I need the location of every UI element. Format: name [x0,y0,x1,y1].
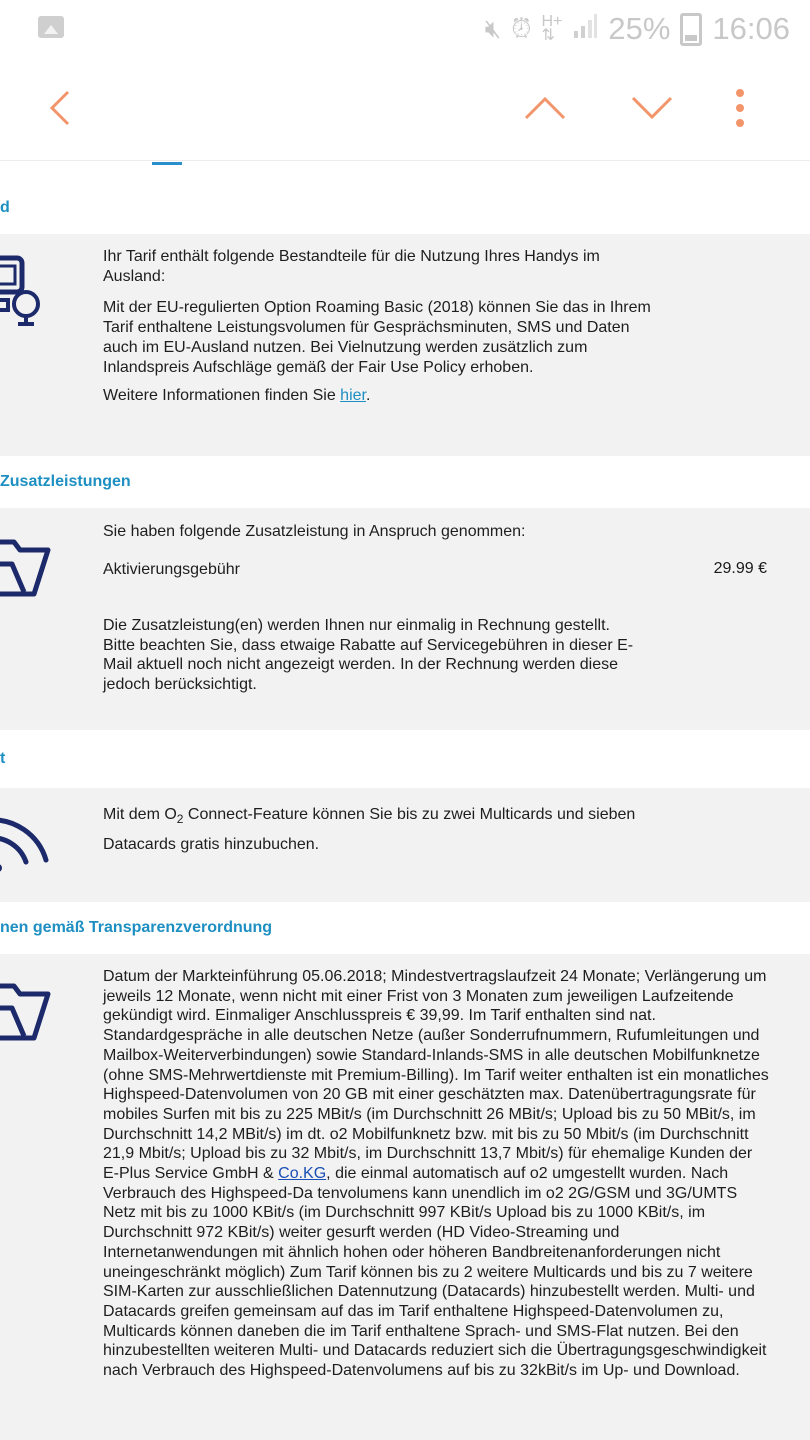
transparency-text-b: , die einmal automatisch auf o2 umgestellt wurden. Nach Verbrauch des Highspeed-Da tenvolumens kann unendlich im o2 2G/GSM und 3G/UMTS Netz mit bis zu 1000 KBit/s (im Durchschnitt 997 KBit/s Upload bis zu 1000 KBit/s, im Durchschnitt 972 KBit/s) weiter gesurft werden (HD Video-Streaming und Internetanwendungen mit ähnlich hohen oder höheren Bandbreitenanforderungen nicht uneingeschränkt möglich) Zum Tarif können bis zu 2 weitere Multicards und bis zu 7 weitere SIM-Karten zur ausschließlichen Datennutzung (Datacards) hinzubestellt werden. Multi- und Datacards greifen gemeinsam auf das im Tarif enthaltene Highspeed-Datenvolumen zu, Multicards können daneben die im Tarif enthaltene Sprach- und SMS-Flat nutzen. Bei den hinzubestellten weiteren Multi- und Datacards reduziert sich die Übertragungsgeschwindigkeit nach Verbrauch des Highspeed-Datenvolumens auf bis zu 32kBit/s im Up- und Download. [103,1165,767,1380]
transparency-text [103,967,769,1381]
battery-icon [680,13,702,46]
connect-section-title: t [0,750,6,767]
roaming-icon [0,252,50,332]
extras-item-label: Aktivierungsgebühr [103,561,240,578]
signal-icon [572,11,598,47]
transparency-panel [0,954,810,1440]
alarm-icon: ⏰︎ [511,13,532,43]
extras-note-1: Die Zusatzleistung(en) werden Ihnen nur einmalig in Rechnung gestellt. [103,617,610,634]
battery-percent: 25% [608,11,671,46]
image-icon [38,16,64,38]
more-icon [733,88,747,128]
tab-indicator [152,162,182,165]
previous-match-icon [523,93,567,123]
roaming-body: Mit der EU-regulierten Option Roaming Basic (2018) können Sie das in Ihrem Tarif enthaltene Leistungsvolumen für Gesprächsminuten, SMS und Daten auch im EU-Ausland nutzen. Bei Vielnutzung werden zusätzlich zum Inlandspreis Aufschläge gemäß der Fair Use Policy erhoben. [103,299,651,376]
transparency-section-title: nen gemäß Transparenzverordnung [0,919,273,936]
connect-text-a: Mit dem O [103,806,177,823]
connect-text-b: Connect-Feature können Sie bis zu zwei Multicards und sieben Datacards gratis hinzubuchen. [103,806,636,854]
clock: 16:06 [712,11,790,46]
extras-panel [0,508,810,730]
roaming-section-title: d [0,199,10,216]
next-match-icon [630,93,674,123]
transparency-icon [0,966,54,1042]
roaming-panel [0,234,810,456]
next-match-button[interactable] [622,78,682,138]
connect-section-header [0,730,810,788]
more-button[interactable] [710,78,770,138]
extras-item-price: 29.99 € [713,560,767,577]
status-bar [0,0,810,58]
roaming-intro: Ihr Tarif enthält folgende Bestandteile für die Nutzung Ihres Handys im Ausland: [103,248,600,285]
back-button[interactable] [30,78,90,138]
connect-icon [0,802,54,882]
connect-text-sub: 2 [176,812,184,827]
roaming-more [103,386,663,406]
roaming-text [103,247,663,406]
transparency-link[interactable]: Co.KG [278,1165,327,1183]
back-icon [40,88,80,128]
extras-icon [0,522,54,598]
connect-text [103,802,703,857]
roaming-section-header [0,182,810,234]
extras-note-2: Bitte beachten Sie, dass etwaige Rabatte auf Servicegebühren in dieser E-Mail aktuell noch nicht angezeigt werden. In der Rechnung werden diese jedoch berücksichtigt. [103,636,634,694]
extras-section-header [0,456,810,508]
roaming-more-suffix: . [365,387,371,405]
extras-notes [103,616,651,695]
connect-panel [0,788,810,902]
data-icon: H+ ⇅ [541,13,563,44]
transparency-text-a: Datum der Markteinführung 05.06.2018; Mindestvertragslaufzeit 24 Monate; Verlängerung um jeweils 12 Monate, wenn nicht mit einer Frist von 3 Monaten zum jeweiligen Laufzeitende gekündigt wird. Einmaliger Anschlusspreis € 39,99. Im Tarif enthalten sind nat. Standardgespräche in alle deutschen Netze (außer Sonderrufnummern, Rufumleitungen und Mailbox-Weiterverbindungen) sowie Standard-Inlands-SMS in alle deutschen Mobilfunknetze (ohne SMS-Mehrwertdienste mit Premium-Billing). Im Tarif weiter enthalten ist ein monatliches Highspeed-Datenvolumen von 20 GB mit einer geschätzten max. Datenübertragungsrate für mobiles Surfen mit bis zu 225 MBit/s (im Durchschnitt 26 MBit/s; Upload bis zu 50 MBit/s, im Durchschnitt 14,2 MBit/s) im dt. o2 Mobilfunknetz bzw. mit bis zu 50 Mbit/s (im Durchschnitt 21,9 Mbit/s; Upload bis zu 32 Mbit/s, im Durchschnitt 13,7 Mbit/s) für ehemalige Kunden der E-Plus Service GmbH & [103,968,769,1183]
previous-match-button[interactable] [515,78,575,138]
mute-icon: 🔇︎ [484,13,502,43]
extras-intro: Sie haben folgende Zusatzleistung in Anspruch genommen: [103,523,526,540]
transparency-section-header [0,902,810,954]
status-icons [485,10,790,48]
roaming-more-link[interactable]: hier [340,387,366,405]
roaming-more-prefix: Weitere Informationen finden Sie [103,387,341,405]
find-toolbar [0,58,810,161]
extras-section-title: Zusatzleistungen [0,473,131,490]
